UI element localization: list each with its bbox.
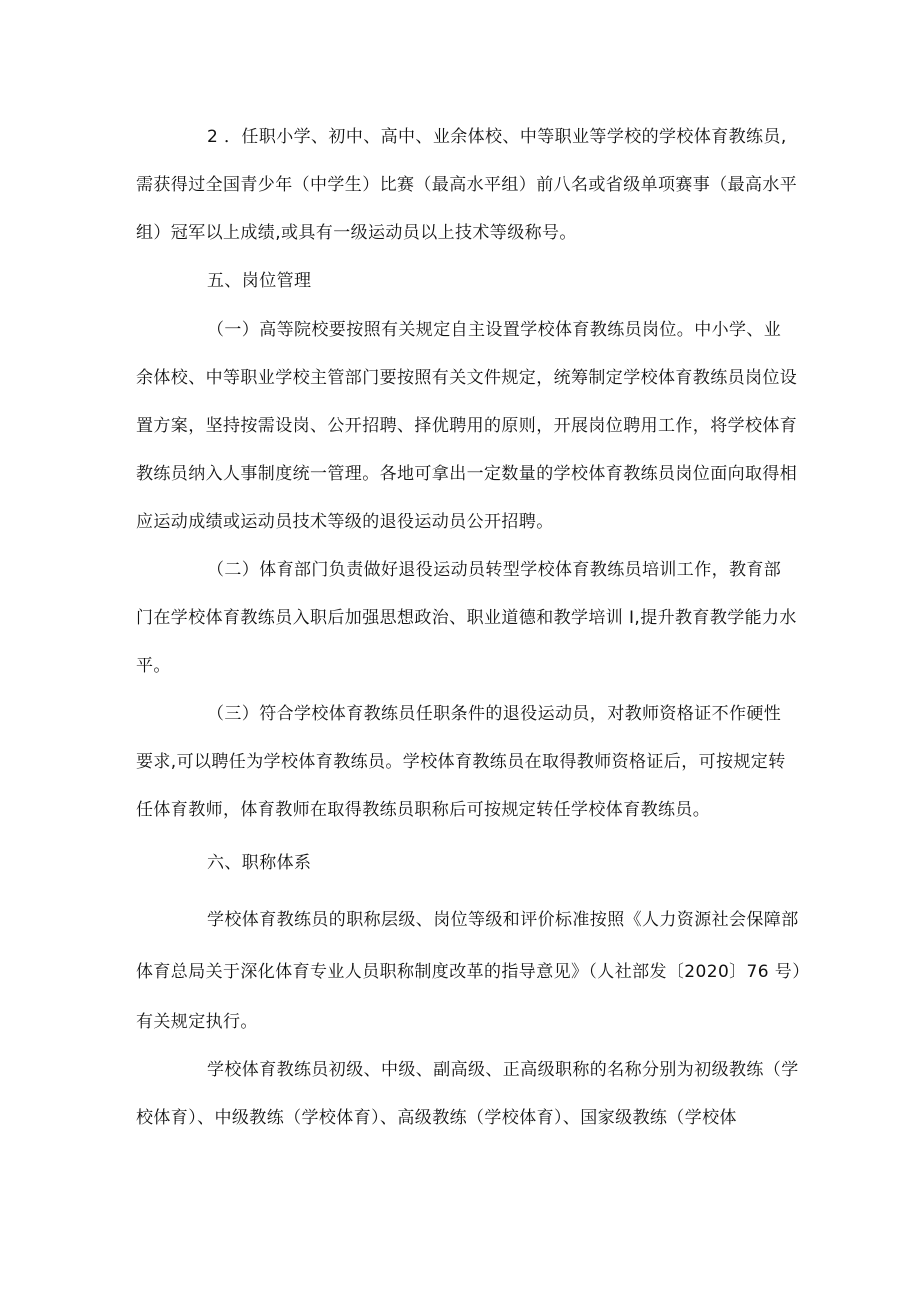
item-2-line-3: 组）冠军以上成绩,或具有一级运动员以上技术等级称号。 [136,223,577,243]
section-5-heading: 五、岗位管理 [207,271,312,291]
section-6-para-2-line-2: 校体育）、中级教练（学校体育）、高级教练（学校体育）、国家级教练（学校体 [136,1108,737,1128]
section-5-para-3-line-1: （三）符合学校体育教练员任职条件的退役运动员，对教师资格证不作硬性 [207,704,782,724]
section-6-para-1-line-2: 体育总局关于深化体育专业人员职称制度改革的指导意见》（人社部发〔2020〕76 号） [136,962,810,982]
section-5-para-1-line-5: 应运动成绩或运动员技术等级的退役运动员公开招聘。 [136,512,554,532]
item-2-line-2: 需获得过全国青少年（中学生）比赛（最高水平组）前八名或省级单项赛事（最高水平 [136,175,798,195]
section-5-para-1-line-3: 置方案，坚持按需设岗、公开招聘、择优聘用的原则，开展岗位聘用工作，将学校体育 [136,416,798,436]
section-6-para-1-line-1: 学校体育教练员的职称层级、岗位等级和评价标准按照《人力资源社会保障部 [207,910,799,930]
section-6-heading: 六、职称体系 [207,853,312,873]
section-5-para-3-line-2: 要求,可以聘任为学校体育教练员。学校体育教练员在取得教师资格证后，可按规定转 [136,752,786,772]
section-6-para-1-line-3: 有关规定执行。 [136,1012,258,1032]
section-6-para-2-line-1: 学校体育教练员初级、中级、副高级、正高级职称的名称分别为初级教练（学 [207,1060,799,1080]
section-5-para-3-line-3: 任体育教师，体育教师在取得教练员职称后可按规定转任学校体育教练员。 [136,800,711,820]
section-5-para-2-line-1: （二）体育部门负责做好退役运动员转型学校体育教练员培训工作，教育部 [207,560,782,580]
section-5-para-2-line-3: 平。 [136,656,171,676]
section-5-para-1-line-2: 余体校、中等职业学校主管部门要按照有关文件规定，统筹制定学校体育教练员岗位设 [136,368,798,388]
section-5-para-2-line-2: 门在学校体育教练员入职后加强思想政治、职业道德和教学培训 I,提升教育教学能力水 [136,608,797,628]
section-5-para-1-line-4: 教练员纳入人事制度统一管理。各地可拿出一定数量的学校体育教练员岗位面向取得相 [136,464,798,484]
section-5-para-1-line-1: （一）高等院校要按照有关规定自主设置学校体育教练员岗位。中小学、业 [207,320,782,340]
item-2-line-1: 2 ．任职小学、初中、高中、业余体校、中等职业等学校的学校体育教练员, [207,127,787,147]
